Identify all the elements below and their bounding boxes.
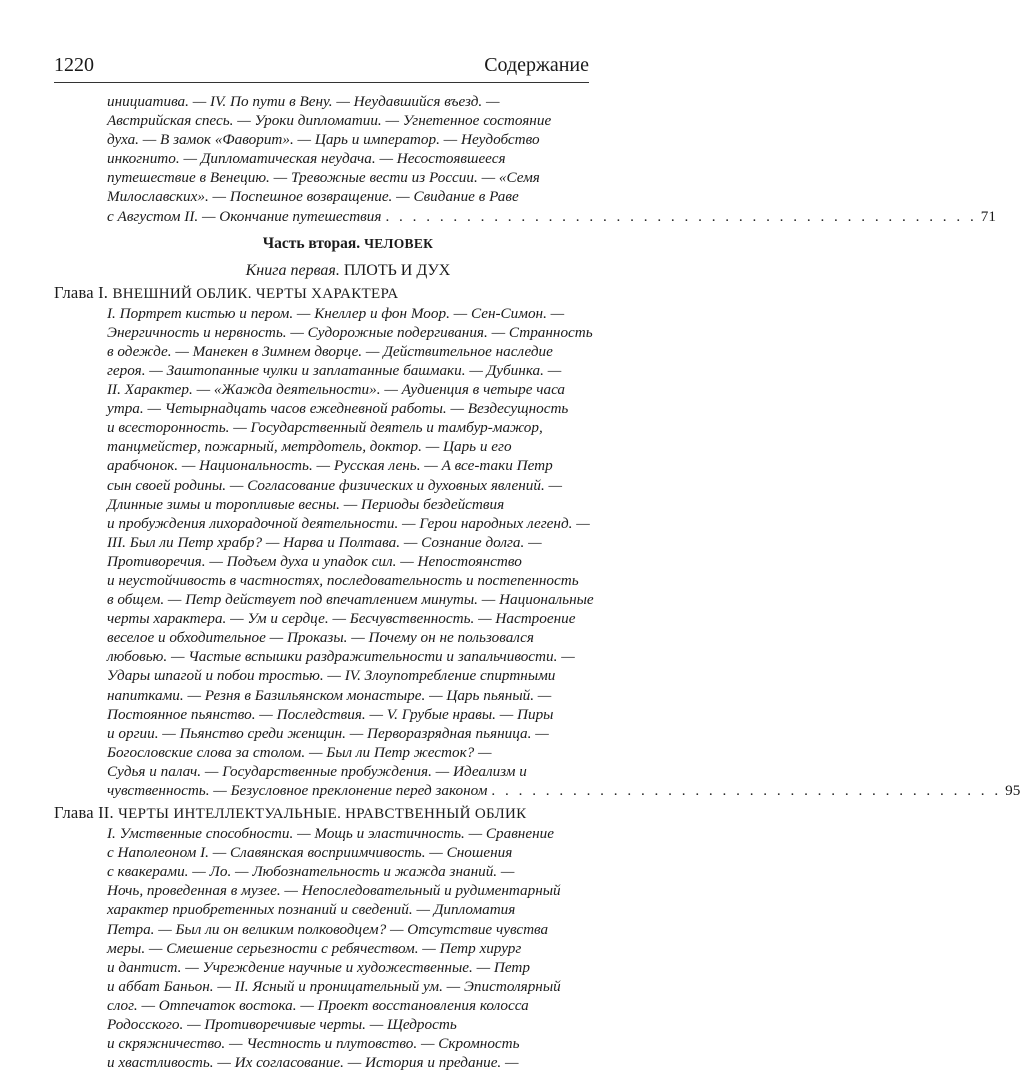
entry-line: Противоречия. — Подъем духа и упадок сил. — Непостоянство: [107, 552, 522, 570]
entry-line: духа. — В замок «Фаворит». — Царь и император. — Неудобство: [107, 131, 540, 149]
entry-line: напитками. — Резня в Базильянском монастыре. — Царь пьяный. —: [107, 686, 552, 704]
entry-line: с Августом II. — Окончание путешествия: [107, 207, 382, 225]
chapter-entry: [54, 304, 1020, 800]
entry-line: Милославских». — Поспешное возвращение. — Свидание в Раве: [107, 188, 519, 206]
entry-line: Ночь, проведенная в музее. — Непоследовательный и рудиментарный: [107, 882, 561, 900]
entry-line: черты характера. — Ум и сердце. — Бесчувственность. — Настроение: [107, 610, 576, 628]
entry-line: Богословские слова за столом. — Был ли Петр жесток? —: [107, 743, 492, 761]
entry-line: любовью. — Частые вспышки раздражительности и запальчивости. —: [107, 648, 575, 666]
entry-line: в общем. — Петр действует под впечатлением минуты. — Национальные: [107, 591, 594, 609]
entry-line: с квакерами. — Ло. — Любознательность и жажда знаний. —: [107, 863, 515, 881]
entry-line: и неустойчивость в частностях, последовательность и постепенность: [107, 571, 579, 589]
entry-line: Судья и палач. — Государственные пробуждения. — Идеализм и: [107, 762, 527, 780]
entry-page-number: 71: [980, 207, 996, 225]
book-title: [54, 262, 589, 280]
chapter-2: [54, 803, 589, 1072]
chapter-label: Глава I.: [54, 282, 109, 302]
chapter-heading: [54, 803, 589, 824]
entry-line: Родосского. — Противоречивые черты. — Щедрость: [107, 1016, 457, 1034]
entry-line: и хвастливость. — Их согласование. — История и предание. —: [107, 1054, 519, 1072]
entry-line: II. Характер. — «Жажда деятельности». — Аудиенция в четыре часа: [107, 381, 566, 399]
entry-line: Длинные зимы и торопливые весны. — Периоды бездействия: [107, 495, 505, 513]
entry-line: и всесторонность. — Государственный деятель и тамбур-мажор,: [107, 419, 543, 437]
chapter-title: ЧЕРТЫ ИНТЕЛЛЕКТУАЛЬНЫЕ. НРАВСТВЕННЫЙ ОБЛИК: [118, 806, 527, 823]
entry-line: Постоянное пьянство. — Последствия. — V. Грубые нравы. — Пиры: [107, 705, 554, 723]
entry-line: сын своей родины. — Согласование физических и духовных явлений. —: [107, 476, 563, 494]
entry-line: Энергичность и нервность. — Судорожные подергивания. — Странность: [107, 323, 593, 341]
entry-line: Петра. — Был ли он великим полководцем? — Отсутствие чувства: [107, 920, 549, 938]
entry-line: в одежде. — Манекен в Зимнем дворце. — Действительное наследие: [107, 342, 553, 360]
part-prefix: Часть вторая.: [262, 234, 361, 252]
chapter-entry: [54, 824, 589, 1072]
entry-page-number: 95: [1005, 782, 1020, 799]
entry-line: характер приобретенных познаний и сведений. — Дипломатия: [107, 901, 516, 919]
entry-line: веселое и обходительное — Проказы. — Почему он не пользовался: [107, 629, 534, 647]
entry-line: I. Портрет кистью и пером. — Кнеллер и фон Моор. — Сен-Симон. —: [107, 304, 565, 322]
entry-line: Удары шпагой и побои тростью. — IV. Злоупотребление спиртными: [107, 667, 556, 685]
entry-line: Австрийская спесь. — Уроки дипломатии. — Угнетенное состояние: [107, 112, 552, 130]
toc-content: [54, 92, 1020, 1072]
entry-line: инициатива. — IV. По пути в Вену. — Неудавшийся въезд. —: [107, 93, 500, 110]
entry-line: и скряжничество. — Честность и плутовство. — Скромность: [107, 1035, 520, 1053]
chapter-label: Глава II.: [54, 803, 114, 823]
entry-line: с Наполеоном I. — Славянская восприимчивость. — Сношения: [107, 844, 513, 862]
entry-line: путешествие в Венецию. — Тревожные вести из России. — «Семя: [107, 169, 540, 187]
page-number: 1220: [54, 54, 94, 76]
chapter-title: ВНЕШНИЙ ОБЛИК. ЧЕРТЫ ХАРАКТЕРА: [112, 285, 399, 302]
entry-line: и пробуждения лихорадочной деятельности. — Герои народных легенд. —: [107, 514, 590, 532]
entry-line: героя. — Заштопанные чулки и заплатанные башмаки. — Дубинка. —: [107, 361, 562, 379]
lead-entry: [54, 92, 996, 226]
running-header: [54, 54, 589, 80]
dot-leader: . . . . . . . . . . . . . . . . . . . . . . . . . . . . . . . . . . . . . .: [491, 782, 1002, 799]
entry-line: и оргии. — Пьянство среди женщин. — Первоpазрядная пьяница. —: [107, 724, 549, 742]
dot-leader: . . . . . . . . . . . . . . . . . . . . . . . . . . . . . . . . . . . . . . . . . . . .: [385, 207, 977, 225]
entry-line: и дантист. — Учреждение научные и художественные. — Петр: [107, 958, 530, 976]
entry-line: слог. — Отпечаток востока. — Проект восстановления колосса: [107, 996, 529, 1014]
entry-last-line: [107, 781, 1020, 800]
chapter-1: [54, 282, 1020, 800]
header-rule: [54, 82, 589, 83]
entry-line: чувственность. — Безусловное преклонение перед законом: [107, 782, 488, 799]
running-section-title: Содержание: [484, 54, 589, 76]
entry-line: и аббат Баньон. — II. Ясный и проницательный ум. — Эпистолярный: [107, 977, 561, 995]
entry-last-line: [107, 207, 996, 226]
entry-line: I. Умственные способности. — Мощь и эластичность. — Сравнение: [107, 825, 554, 843]
entry-line: инкогнито. — Дипломатическая неудача. — Несостоявшееся: [107, 150, 506, 168]
entry-line: III. Был ли Петр храбр? — Нарва и Полтава. — Сознание долга. —: [107, 533, 542, 551]
book-name: ПЛОТЬ И ДУХ: [343, 261, 451, 279]
entry-line: меры. — Смешение серьезности с ребячеством. — Петр хирург: [107, 939, 522, 957]
entry-line: танцмейстер, пожарный, метрдотель, доктор. — Царь и его: [107, 438, 512, 456]
chapter-heading: [54, 283, 589, 304]
entry-line: арабчонок. — Национальность. — Русская лень. — А все-таки Петр: [107, 457, 553, 475]
entry-line: утра. — Четырнадцать часов ежедневной работы. — Вездесущность: [107, 400, 569, 418]
book-prefix: Книга первая.: [245, 261, 340, 279]
part-name: ЧЕЛОВЕК: [364, 235, 434, 251]
part-title: [54, 235, 589, 253]
